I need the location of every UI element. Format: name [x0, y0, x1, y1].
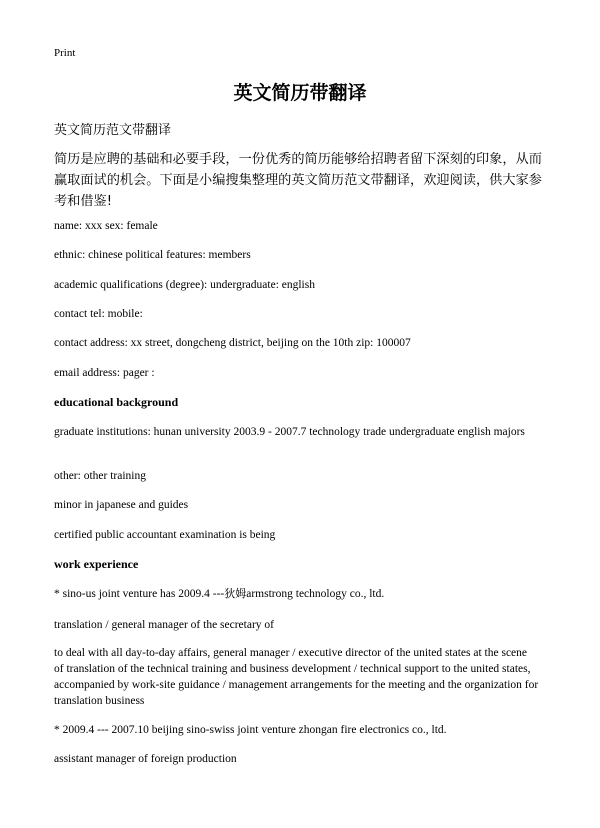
job1-line — [54, 586, 554, 602]
contact-tel-line: contact tel: mobile: — [54, 308, 143, 320]
print-link[interactable]: Print — [54, 47, 76, 59]
certified-line: certified public accountant examination is being — [54, 529, 276, 541]
work-heading: work experience — [54, 557, 139, 571]
page-title: 英文简历带翻译 — [233, 82, 367, 104]
education-heading: educational background — [54, 395, 179, 409]
intro-paragraph: 简历是应聘的基础和必要手段，一份优秀的简历能够给招聘者留下深刻的印象，从而赢取面试的机会。下面是小编搜集整理的英文简历范文带翻译，欢迎阅读，供大家参考和借鉴! — [54, 152, 542, 209]
minor-line: minor in japanese and guides — [54, 499, 189, 511]
job1-prefix: * sino-us joint venture has 2009.4 --- — [54, 588, 225, 600]
job2-role-line: assistant manager of foreign production — [54, 753, 237, 765]
email-line: email address: pager : — [54, 367, 155, 379]
job1-cjk-name: 狄姆 — [224, 587, 247, 600]
name-line: name: xxx sex: female — [54, 220, 158, 232]
academic-line: academic qualifications (degree): undergraduate: english — [54, 279, 315, 291]
job1-role-line: translation / general manager of the secretary of — [54, 619, 274, 631]
contact-address-line: contact address: xx street, dongcheng district, beijing on the 10th zip: 100007 — [54, 337, 411, 349]
job1-duties-paragraph: to deal with all day-to-day affairs, general manager / executive director of the united states at the scene of translation of the technical training and business development / technical support to the united states, accompanied by work-site guidance / management arrangements for the meeting and the organization for translation business — [54, 647, 539, 707]
subtitle: 英文简历范文带翻译 — [54, 123, 172, 138]
other-training-line: other: other training — [54, 470, 146, 482]
graduate-line: graduate institutions: hunan university 2003.9 - 2007.7 technology trade undergraduate english majors — [54, 426, 525, 438]
ethnic-line: ethnic: chinese political features: members — [54, 249, 251, 261]
job2-line: * 2009.4 --- 2007.10 beijing sino-swiss joint venture zhongan fire electronics co., ltd. — [54, 724, 447, 736]
job1-suffix: armstrong technology co., ltd. — [246, 588, 385, 600]
